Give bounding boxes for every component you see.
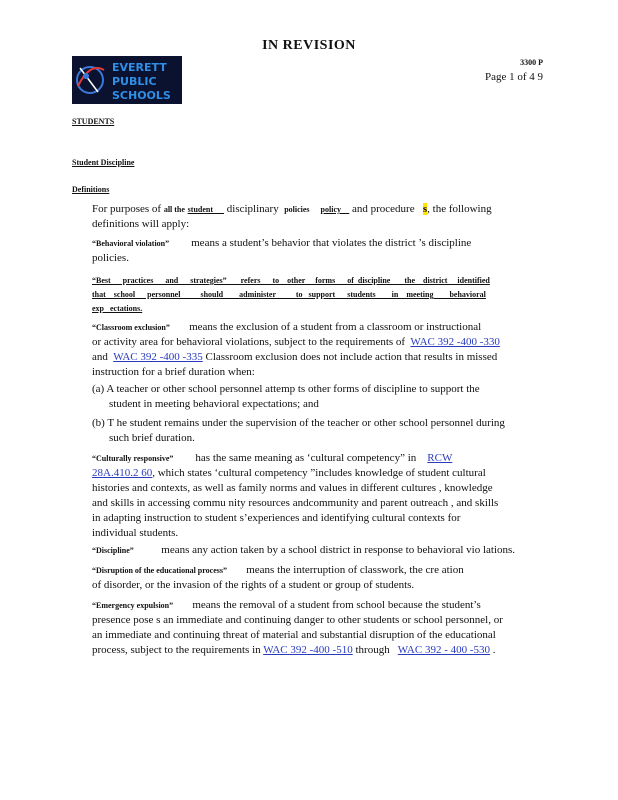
section-student-discipline: Student Discipline bbox=[72, 158, 135, 167]
definition-culturally-responsive: “Culturally responsive” has the same meaning as ‘cultural competency” in RCW 28A.410.2 60, which states ‘cultural competency ”includes knowledge of student cultural histories and contexts, as well as family norms and values in different cultures , knowledge and skills in accessing commu nity resources andcommunity and parent outreach , and skills in adapting instruction to student s’experiences and identifying cultural contexts for individual students. bbox=[92, 452, 499, 539]
definition-best-practices: “Best practices and strategies” refers to other forms of discipline the district identified that school personnel should administer to support students in meeting behavioral exp ectations. bbox=[92, 276, 490, 313]
definition-discipline: “Discipline” means any action taken by a school district in response to behavioral vio lations. bbox=[92, 544, 516, 556]
wac-392-400-335-link[interactable]: WAC 392 -400 -335 bbox=[113, 351, 203, 363]
logo-text-schools: SCHOOLS bbox=[112, 89, 171, 102]
definition-classroom-exclusion: “Classroom exclusion” means the exclusion of a student from a classroom or instructional or activity area for behavioral violations, subject to the requirements of WAC 392 -400 -330 and WAC 392 -400 -335 Classroom exclusion does not include action that results in missed instruction for a brief duration when: bbox=[92, 321, 500, 378]
wac-392-400-510-link[interactable]: WAC 392 -400 -510 bbox=[263, 644, 353, 656]
everett-public-schools-logo bbox=[72, 56, 182, 104]
wac-392-400-330-link[interactable]: WAC 392 -400 -330 bbox=[410, 336, 500, 348]
definitions-intro: For purposes of all the student disciplinary policies policy and procedure s, the following definitions will apply: bbox=[92, 203, 492, 230]
section-definitions: Definitions bbox=[72, 185, 110, 194]
logo-text-everett: EVERETT bbox=[112, 61, 167, 74]
classroom-exclusion-item-b: (b) T he student remains under the supervision of the teacher or other school personnel during such brief duration. bbox=[92, 417, 505, 444]
definition-emergency-expulsion: “Emergency expulsion” means the removal of a student from school because the student’s presence pose s an immediate and continuing danger to other students or school personnel, or an immediate and continuing threat of material and substantial disruption of the educational process, subject to the requirements in WAC 392 -400 -510 through WAC 392 - 400 -530 . bbox=[92, 599, 503, 656]
logo-text-public: PUBLIC bbox=[112, 75, 157, 88]
rcw-link[interactable]: RCW bbox=[427, 452, 453, 464]
policy-number: 3300 P bbox=[520, 58, 543, 67]
classroom-exclusion-item-a: (a) A teacher or other school personnel attemp ts other forms of discipline to support the student in meeting behavioral expectations; and bbox=[92, 383, 480, 410]
page-indicator: Page 1 of 4 9 bbox=[484, 71, 543, 83]
revision-title: IN REVISION bbox=[262, 38, 356, 53]
wac-392-400-530-link[interactable]: WAC 392 - 400 -530 bbox=[397, 644, 491, 656]
rcw-28a-410-260-link[interactable]: 28A.410.2 60 bbox=[92, 467, 153, 479]
section-students: STUDENTS bbox=[72, 117, 115, 126]
definition-behavioral-violation: “Behavioral violation” means a student’s behavior that violates the district ’s discipline policies. bbox=[92, 237, 472, 264]
definition-disruption: “Disruption of the educational process” means the interruption of classwork, the cre ation of disorder, or the invasion of the rights of a student or group of students. bbox=[92, 564, 464, 591]
